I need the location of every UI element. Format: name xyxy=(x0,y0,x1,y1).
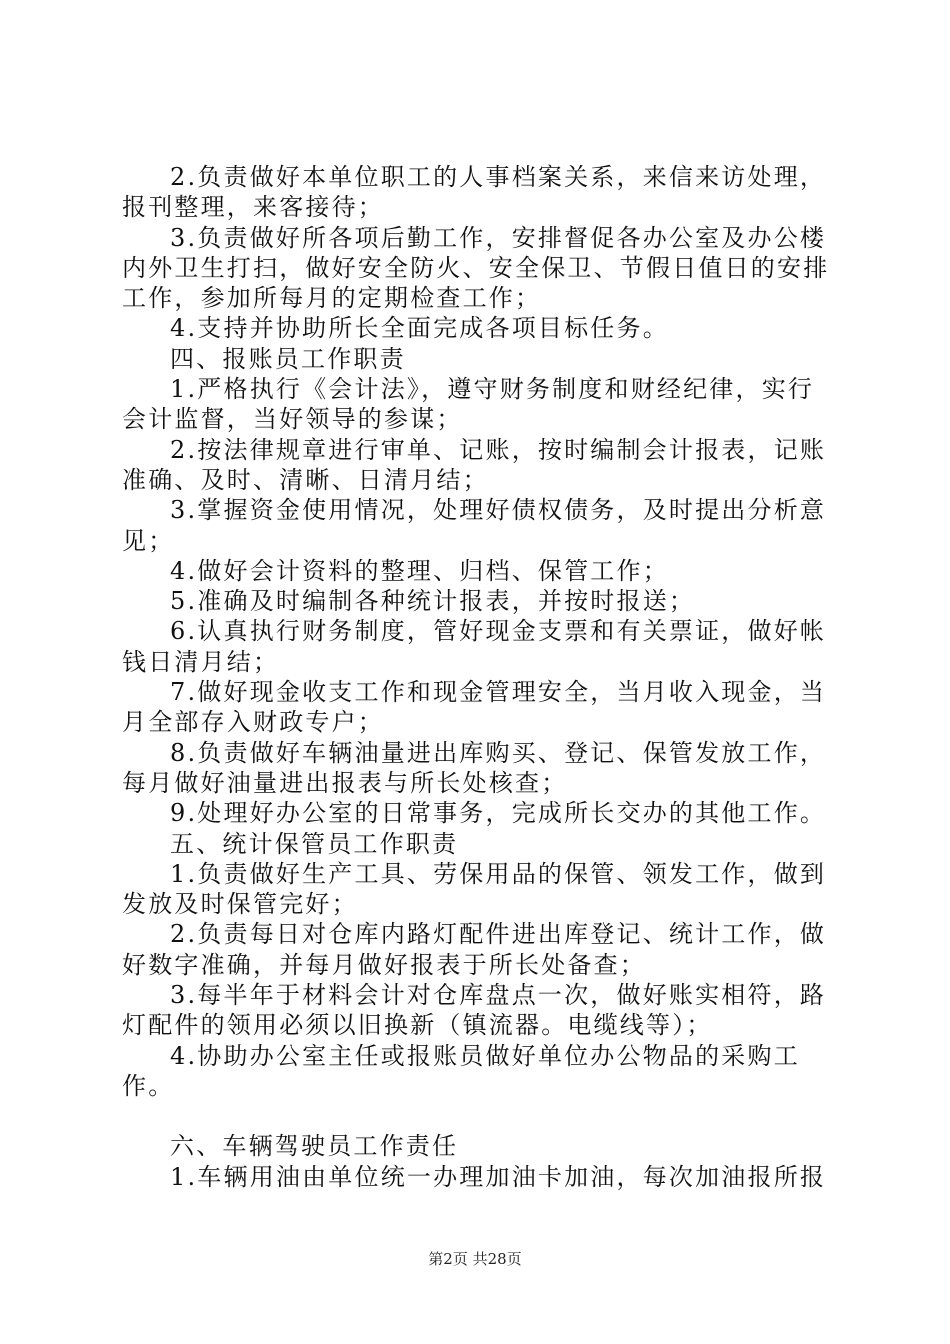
paragraph: 5.准确及时编制各种统计报表，并按时报送； xyxy=(170,587,696,616)
section-heading: 五、统计保管员工作职责 xyxy=(170,829,459,858)
paragraph: 2.负责每日对仓库内路灯配件进出库登记、统计工作，做好数字准确，并每月做好报表于所长处备查； xyxy=(122,920,827,979)
paragraph: 3.负责做好所各项后勤工作，安排督促各办公室及办公楼内外卫生打扫，做好安全防火、安全保卫、节假日值日的安排工作，参加所每月的定期检查工作； xyxy=(122,223,830,313)
paragraph: 3.每半年于材料会计对仓库盘点一次，做好账实相符，路灯配件的领用必须以旧换新（镇流器。电缆线等）； xyxy=(122,981,827,1040)
paragraph: 4.做好会计资料的整理、归档、保管工作； xyxy=(170,556,669,585)
page-number-footer: 第2页 共28页 xyxy=(428,1250,522,1268)
section-heading: 六、车辆驾驶员工作责任 xyxy=(170,1132,459,1161)
paragraph: 9.处理好办公室的日常事务，完成所长交办的其他工作。 xyxy=(170,799,827,828)
paragraph: 4.协助办公室主任或报账员做好单位办公物品的采购工作。 xyxy=(122,1041,800,1100)
paragraph-spacer xyxy=(122,1101,834,1131)
paragraph: 2.负责做好本单位职工的人事档案关系，来信来访处理，报刊整理，来客接待； xyxy=(122,163,827,222)
paragraph: 1.严格执行《会计法》，遵守财务制度和财经纪律，实行会计监督，当好领导的参谋； xyxy=(122,375,815,434)
paragraph: 7.做好现金收支工作和现金管理安全，当月收入现金，当月全部存入财政专户； xyxy=(122,678,827,737)
paragraph: 1.负责做好生产工具、劳保用品的保管、领发工作，做到发放及时保管完好； xyxy=(122,859,827,919)
paragraph: 1.车辆用油由单位统一办理加油卡加油，每次加油报所报 xyxy=(170,1162,827,1191)
section-heading: 四、报账员工作职责 xyxy=(170,344,406,373)
paragraph: 3.掌握资金使用情况，处理好债权债务，及时提出分析意见； xyxy=(122,496,827,555)
paragraph: 4.支持并协助所长全面完成各项目标任务。 xyxy=(170,314,669,343)
paragraph: 6.认真执行财务制度，管好现金支票和有关票证，做好帐钱日清月结； xyxy=(122,617,827,676)
paragraph: 8.负责做好车辆油量进出库购买、登记、保管发放工作，每月做好油量进出报表与所长处核查； xyxy=(122,738,827,797)
paragraph: 2.按法律规章进行审单、记账，按时编制会计报表，记账准确、及时、清晰、日清月结； xyxy=(122,435,827,494)
document-body xyxy=(122,162,834,1192)
